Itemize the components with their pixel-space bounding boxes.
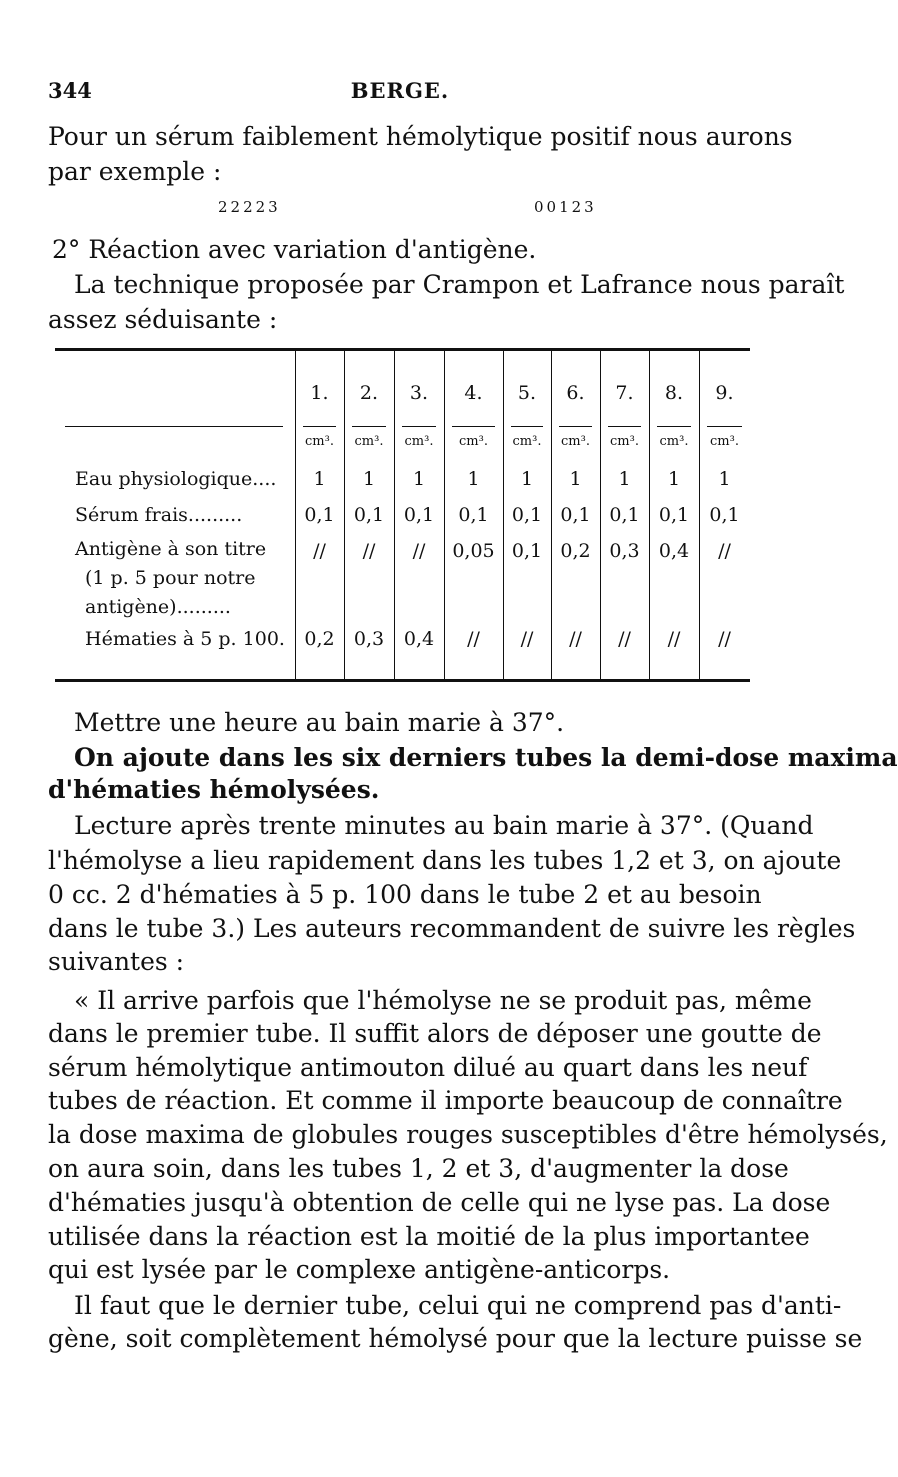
- row-label: antigène).........: [85, 596, 231, 618]
- table-cell: 0,2: [304, 628, 335, 650]
- text-line: Pour un sérum faiblement hémolytique positif nous aurons: [48, 122, 793, 151]
- header-rule: [559, 426, 592, 427]
- text-line: utilisée dans la réaction est la moitié de la plus importantee: [48, 1222, 810, 1251]
- text-line: On ajoute dans les six derniers tubes la demi-dose maxima: [74, 743, 898, 772]
- table-cell: //: [313, 540, 326, 562]
- table-cell: //: [718, 540, 731, 562]
- table-cell: //: [667, 628, 681, 650]
- text-line: suivantes :: [48, 947, 185, 976]
- header-rule: [402, 426, 436, 427]
- text-line: par exemple :: [48, 157, 222, 186]
- row-label: (1 p. 5 pour notre: [85, 567, 256, 589]
- text-line: on aura soin, dans les tubes 1, 2 et 3, d'augmenter la dose: [48, 1154, 789, 1183]
- unit-cell: cm³.: [710, 434, 739, 449]
- table-cell: 0,1: [458, 504, 489, 526]
- column-header: 1.: [310, 382, 329, 404]
- running-head: BERGE.: [350, 78, 450, 103]
- text-line: La technique proposée par Crampon et Lafrance nous paraît: [74, 270, 845, 299]
- table-cell: 1: [618, 468, 631, 490]
- table-cell: 1: [313, 468, 326, 490]
- table-cell: 0,1: [709, 504, 740, 526]
- text-line: dans le premier tube. Il suffit alors de déposer une goutte de: [48, 1019, 822, 1048]
- row-label: Eau physiologique....: [75, 468, 277, 490]
- unit-cell: cm³.: [459, 434, 488, 449]
- table-cell: 1: [520, 468, 534, 490]
- header-rule: [65, 426, 283, 427]
- table-cell: //: [362, 540, 376, 562]
- text-line: Il faut que le dernier tube, celui qui ne comprend pas d'anti-: [74, 1291, 842, 1320]
- table-bottom-rule: [55, 679, 750, 682]
- table-cell: 1: [362, 468, 376, 490]
- unit-cell: cm³.: [512, 434, 542, 449]
- text-line: assez séduisante :: [48, 305, 278, 334]
- header-rule: [657, 426, 691, 427]
- reagent-table: [55, 348, 750, 682]
- unit-cell: cm³.: [561, 434, 590, 449]
- table-cell: 0,1: [403, 504, 435, 526]
- text-line: dans le tube 3.) Les auteurs recommandent de suivre les règles: [48, 914, 856, 943]
- unit-cell: cm³.: [404, 434, 434, 449]
- header-rule: [511, 426, 543, 427]
- table-cell: 0,1: [353, 504, 385, 526]
- result-code-right: 00123: [534, 198, 597, 216]
- unit-cell: cm³.: [610, 434, 639, 449]
- table-cell: 0,3: [609, 540, 640, 562]
- text-line: Mettre une heure au bain marie à 37°.: [74, 708, 565, 737]
- table-cell: 0,3: [353, 628, 385, 650]
- row-label: Antigène à son titre: [75, 538, 267, 560]
- table-cell: 0,05: [452, 540, 495, 562]
- column-header: 9.: [715, 382, 734, 404]
- column-header: 5.: [517, 382, 537, 404]
- page-header: [48, 78, 752, 108]
- text-line: Lecture après trente minutes au bain marie à 37°. (Quand: [74, 811, 814, 840]
- header-rule: [352, 426, 386, 427]
- unit-cell: cm³.: [354, 434, 384, 449]
- table-cell: 0,1: [304, 504, 335, 526]
- column-header: 7.: [615, 382, 634, 404]
- section-heading: 2° Réaction avec variation d'antigène.: [52, 235, 537, 264]
- table-cell: 1: [467, 468, 480, 490]
- table-cell: //: [467, 628, 480, 650]
- text-line: sérum hémolytique antimouton dilué au quart dans les neuf: [48, 1053, 808, 1082]
- table-cell: 1: [718, 468, 731, 490]
- table-cell: 1: [667, 468, 681, 490]
- column-header: 2.: [359, 382, 379, 404]
- text-line: d'hématies jusqu'à obtention de celle qui ne lyse pas. La dose: [48, 1188, 831, 1217]
- text-line: gène, soit complètement hémolysé pour que la lecture puisse se: [48, 1324, 863, 1353]
- table-cell: //: [412, 540, 426, 562]
- text-line: « Il arrive parfois que l'hémolyse ne se produit pas, même: [74, 986, 812, 1015]
- header-rule: [608, 426, 641, 427]
- page-number: 344: [48, 78, 92, 103]
- table-cell: //: [618, 628, 631, 650]
- table-cell: 0,2: [560, 540, 591, 562]
- text-line: tubes de réaction. Et comme il importe beaucoup de connaître: [48, 1086, 843, 1115]
- row-label: Sérum frais.........: [75, 504, 243, 526]
- row-label: Hématies à 5 p. 100.: [85, 628, 285, 650]
- text-line: l'hémolyse a lieu rapidement dans les tubes 1,2 et 3, on ajoute: [48, 846, 842, 875]
- result-code-left: 22223: [218, 198, 281, 216]
- table-cell: //: [520, 628, 534, 650]
- table-cell: 1: [569, 468, 582, 490]
- table-cell: //: [718, 628, 731, 650]
- table-cell: 1: [412, 468, 426, 490]
- column-header: 8.: [664, 382, 684, 404]
- text-line: qui est lysée par le complexe antigène-anticorps.: [48, 1255, 671, 1284]
- text-line: la dose maxima de globules rouges susceptibles d'être hémolysés,: [48, 1120, 888, 1149]
- header-rule: [707, 426, 742, 427]
- text-line: 0 cc. 2 d'hématies à 5 p. 100 dans le tube 2 et au besoin: [48, 880, 762, 909]
- table-cell: 0,1: [511, 540, 543, 562]
- header-rule: [303, 426, 336, 427]
- table-cell: 0,4: [658, 540, 690, 562]
- table-cell: 0,1: [511, 504, 543, 526]
- column-header: 4.: [464, 382, 483, 404]
- text-line: d'hématies hémolysées.: [48, 775, 380, 804]
- header-rule: [452, 426, 495, 427]
- column-header: 6.: [566, 382, 585, 404]
- table-cell: 0,1: [609, 504, 640, 526]
- table-cell: 0,1: [658, 504, 690, 526]
- unit-cell: cm³.: [305, 434, 334, 449]
- unit-cell: cm³.: [659, 434, 689, 449]
- table-cell: 0,4: [403, 628, 435, 650]
- column-header: 3.: [409, 382, 429, 404]
- table-top-rule: [55, 348, 750, 351]
- table-cell: //: [569, 628, 582, 650]
- table-cell: 0,1: [560, 504, 591, 526]
